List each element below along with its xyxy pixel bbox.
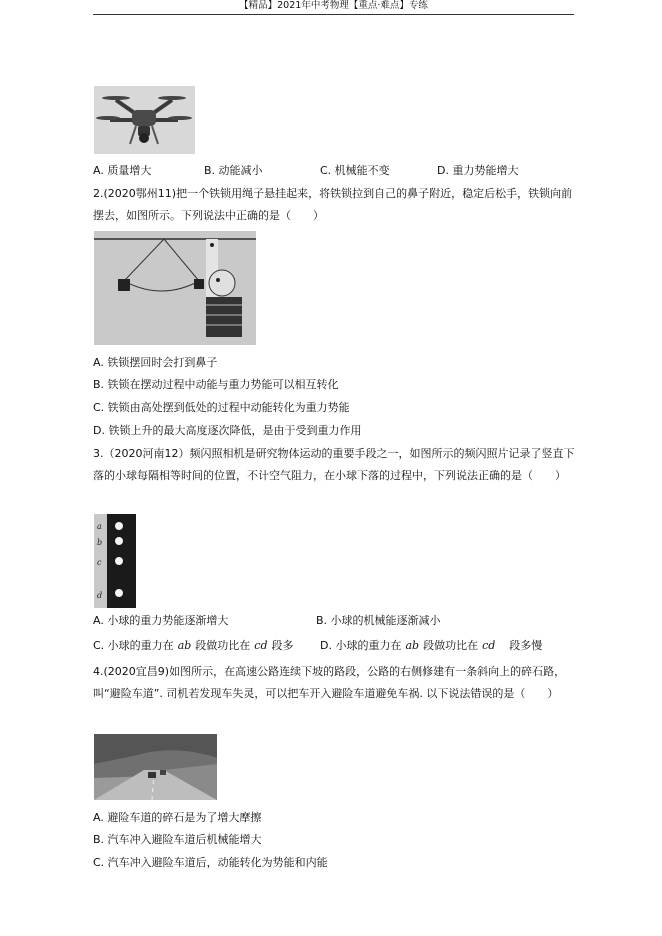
q4-option-a: A. 避险车道的碎石是为了增大摩擦 [93, 811, 262, 824]
strobe-label-b: b [97, 538, 103, 547]
q4-option-c: C. 汽车冲入避险车道后，动能转化为势能和内能 [93, 856, 328, 869]
q1-option-d: D. 重力势能增大 [437, 164, 519, 177]
strobe-photo [94, 514, 136, 608]
strobe-label-d: d [97, 591, 103, 600]
q1-option-a: A. 质量增大 [93, 164, 152, 177]
pendulum-lock-photo [94, 231, 256, 345]
q3-stem: 3.（2020河南12）频闪照相机是研究物体运动的重要手段之一，如图所示的频闪照片记录了竖直下落的小球每隔相等时间的位置，不计空气阻力，在小球下落的过程中，下列说法正确的是（ ） [93, 447, 575, 482]
q3-option-d: D. 小球的重力在 ab 段做功比在 cd 段多慢 [320, 639, 543, 652]
q2-option-c: C. 铁锁由高处摆到低处的过程中动能转化为重力势能 [93, 401, 350, 414]
q3-option-b: B. 小球的机械能逐渐减小 [316, 614, 441, 627]
q3-option-a: A. 小球的重力势能逐渐增大 [93, 614, 229, 627]
strobe-label-a: a [97, 522, 102, 531]
page-header [93, 0, 574, 15]
q4-option-b: B. 汽车冲入避险车道后机械能增大 [93, 833, 262, 846]
q2-stem: 2.(2020鄂州11)把一个铁锁用绳子悬挂起来，将铁锁拉到自己的鼻子附近，稳定后松手，铁锁向前摆去，如图所示。下列说法中正确的是（ ） [93, 187, 573, 222]
q2-option-a: A. 铁锁摆回时会打到鼻子 [93, 356, 218, 369]
q2-option-d: D. 铁锁上升的最大高度逐次降低，是由于受到重力作用 [93, 424, 362, 437]
strobe-label-c: c [97, 558, 102, 567]
q1-option-c: C. 机械能不变 [320, 164, 390, 177]
q3-option-c: C. 小球的重力在 ab 段做功比在 cd 段多 [93, 639, 294, 652]
q4-stem: 4.(2020宜昌9)如图所示，在高速公路连续下坡的路段，公路的右侧修建有一条斜向上的碎石路，叫“避险车道”. 司机若发现车失灵，可以把车开入避险车道避免车祸. 以下说法错误的是（ ） [93, 665, 566, 700]
q1-option-b: B. 动能减小 [204, 164, 263, 177]
header-title: 【精品】2021年中考物理【重点·难点】专练 [239, 0, 428, 11]
drone-photo [94, 86, 195, 154]
q2-option-b: B. 铁锁在摆动过程中动能与重力势能可以相互转化 [93, 378, 339, 391]
escape-lane-photo [94, 734, 217, 800]
